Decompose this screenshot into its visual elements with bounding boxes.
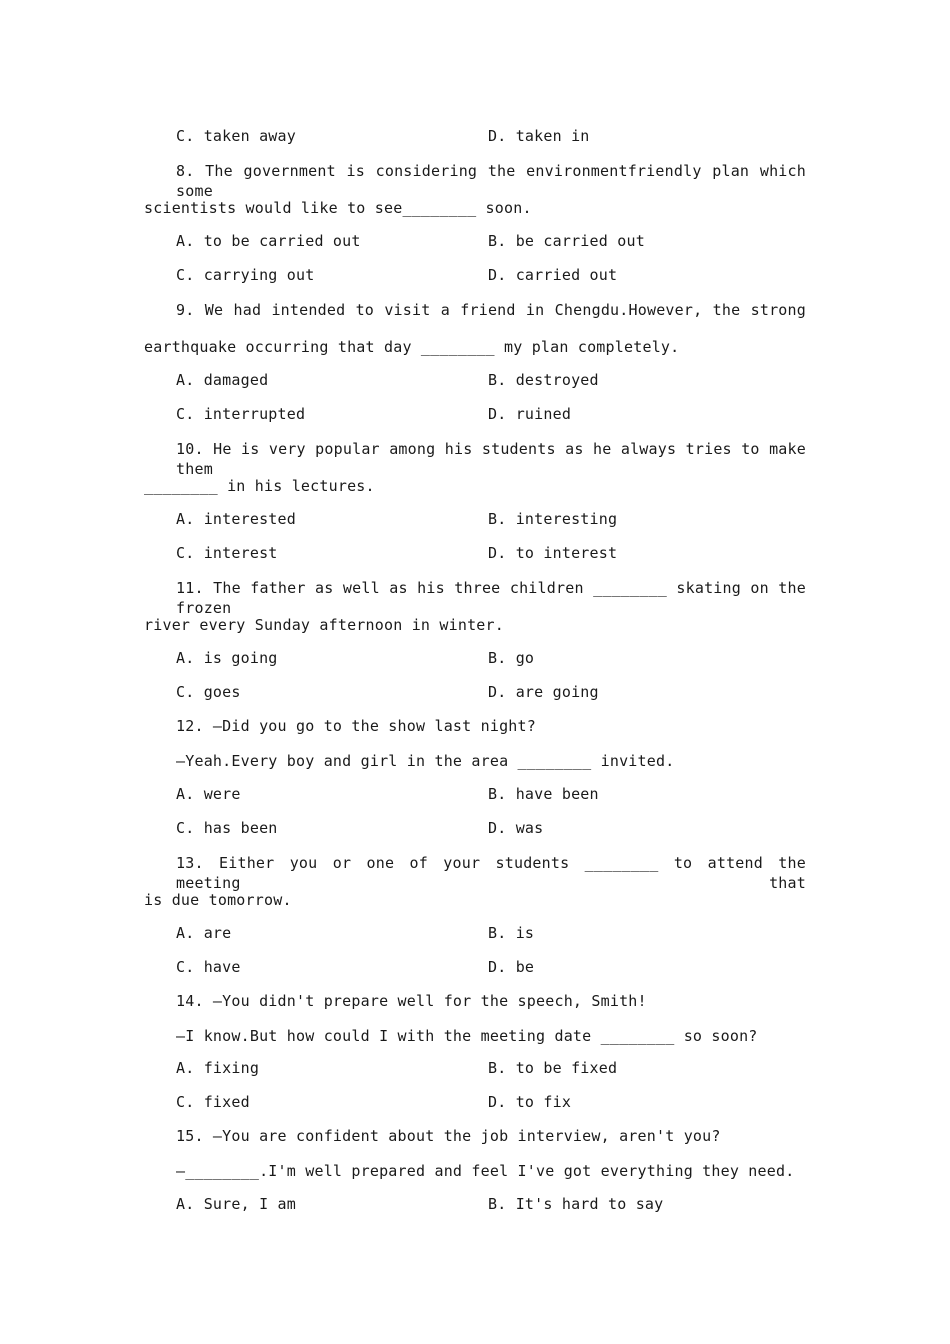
q12-stem-line1: 12. —Did you go to the show last night?	[176, 717, 536, 735]
q15-option-b: B. It's hard to say	[488, 1195, 664, 1213]
q9-option-c: C. interrupted	[176, 405, 306, 423]
q10-option-c: C. interest	[176, 544, 278, 562]
q8-stem-line1: 8. The government is considering the environmentfriendly plan which some	[176, 162, 806, 200]
q7-option-d: D. taken in	[488, 127, 590, 145]
q11-stem-line1: 11. The father as well as his three children ________ skating on the frozen	[176, 579, 806, 617]
q10-option-a: A. interested	[176, 510, 296, 528]
q11-option-c: C. goes	[176, 683, 241, 701]
q13-option-a: A. are	[176, 924, 232, 942]
q10-stem-line1: 10. He is very popular among his students as he always tries to make them	[176, 440, 806, 478]
q10-option-b: B. interesting	[488, 510, 618, 528]
q12-option-a: A. were	[176, 785, 241, 803]
q13-stem-line1: 13. Either you or one of your students ________ to attend the meeting that	[176, 854, 806, 892]
q14-stem-line2: —I know.But how could I with the meeting date ________ so soon?	[176, 1027, 758, 1045]
q8-option-d: D. carried out	[488, 266, 618, 284]
q14-stem-line1: 14. —You didn't prepare well for the speech, Smith!	[176, 992, 647, 1010]
q15-stem-line2: —________.I'm well prepared and feel I've got everything they need.	[176, 1162, 795, 1180]
q9-stem-line1: 9. We had intended to visit a friend in Chengdu.However, the strong	[176, 301, 806, 319]
q8-option-a: A. to be carried out	[176, 232, 361, 250]
q11-option-d: D. are going	[488, 683, 599, 701]
q9-option-b: B. destroyed	[488, 371, 599, 389]
q13-option-b: B. is	[488, 924, 535, 942]
q12-stem-line2: —Yeah.Every boy and girl in the area ________ invited.	[176, 752, 675, 770]
q12-option-b: B. have been	[488, 785, 599, 803]
q12-option-d: D. was	[488, 819, 544, 837]
q14-option-c: C. fixed	[176, 1093, 250, 1111]
q9-stem-line2: earthquake occurring that day ________ my plan completely.	[144, 338, 680, 356]
q14-option-b: B. to be fixed	[488, 1059, 618, 1077]
q8-stem-line2: scientists would like to see________ soon.	[144, 199, 532, 217]
q14-option-d: D. to fix	[488, 1093, 572, 1111]
q12-option-c: C. has been	[176, 819, 278, 837]
q13-option-d: D. be	[488, 958, 535, 976]
q13-option-c: C. have	[176, 958, 241, 976]
q8-option-b: B. be carried out	[488, 232, 645, 250]
q9-option-a: A. damaged	[176, 371, 269, 389]
q11-stem-line2: river every Sunday afternoon in winter.	[144, 616, 504, 634]
q10-stem-line2: ________ in his lectures.	[144, 477, 375, 495]
q9-option-d: D. ruined	[488, 405, 572, 423]
q15-stem-line1: 15. —You are confident about the job interview, aren't you?	[176, 1127, 721, 1145]
q11-option-b: B. go	[488, 649, 535, 667]
q13-stem-line2: is due tomorrow.	[144, 891, 292, 909]
q7-option-c: C. taken away	[176, 127, 296, 145]
q8-option-c: C. carrying out	[176, 266, 315, 284]
q10-option-d: D. to interest	[488, 544, 618, 562]
q11-option-a: A. is going	[176, 649, 278, 667]
q15-option-a: A. Sure, I am	[176, 1195, 296, 1213]
q14-option-a: A. fixing	[176, 1059, 260, 1077]
